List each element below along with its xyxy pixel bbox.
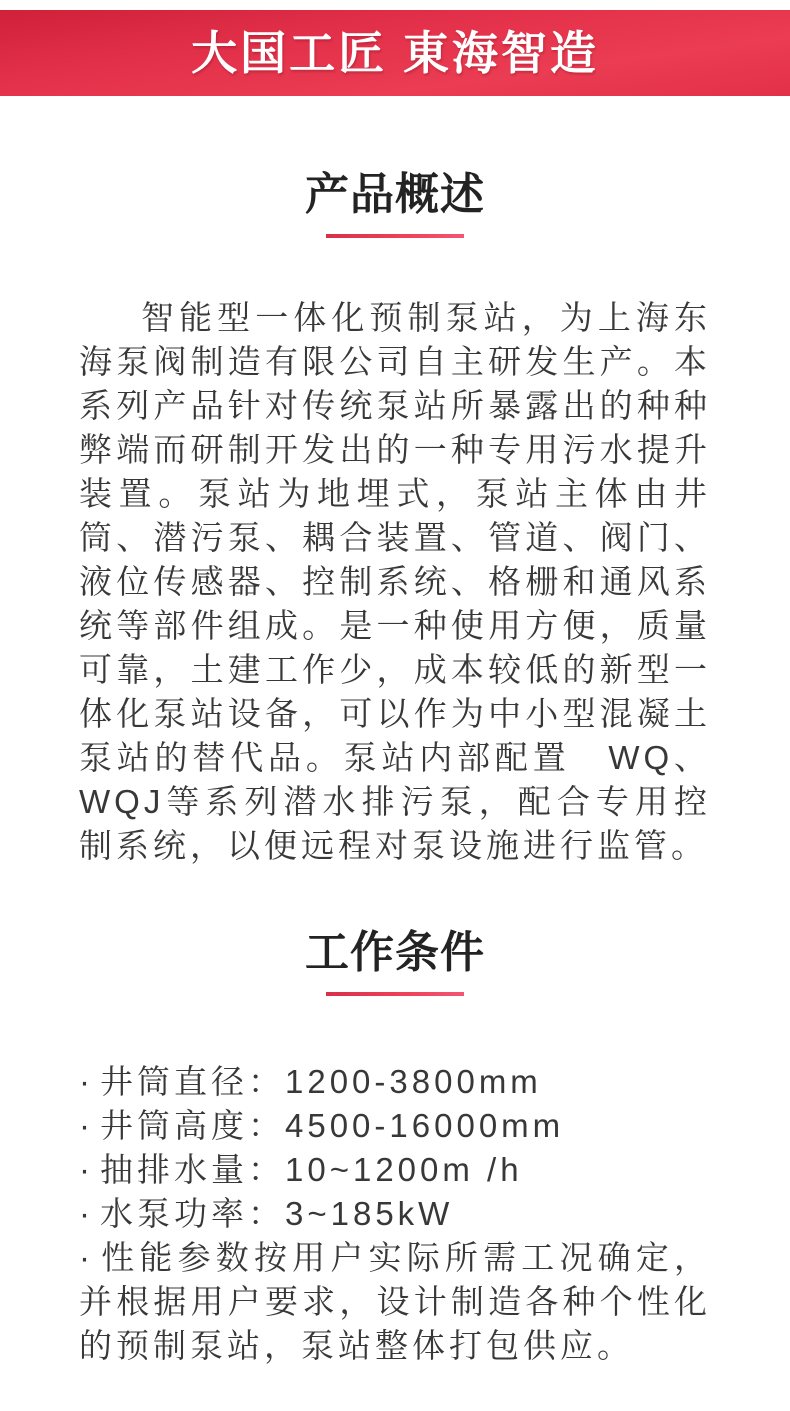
spec-item-text: 井筒直径：1200-3800mm [100,1063,542,1100]
bullet-dot-icon: · [79,1151,90,1188]
working-conditions-section-title: 工作条件 [305,928,485,977]
spec-item-text: 井筒高度：4500-16000mm [100,1107,565,1144]
spec-item-pump-power [79,1192,711,1236]
banner-title: 大国工匠 東海智造 [191,27,599,79]
bullet-dot-icon: · [79,1239,90,1276]
spec-item-shaft-diameter [79,1060,711,1104]
spec-item-text: 水泵功率：3~185kW [100,1195,454,1232]
working-conditions-section [0,930,790,1368]
working-conditions-title-underline [326,992,464,996]
spec-item-text: 抽排水量：10~1200m /h [100,1151,523,1188]
spec-item-shaft-height [79,1104,711,1148]
overview-title-underline [326,234,464,238]
spec-item-drainage-flow [79,1148,711,1192]
overview-paragraph: 智能型一体化预制泵站，为上海东海泵阀制造有限公司自主研发生产。本系列产品针对传统泵站所暴露出的种种弊端而研制开发出的一种专用污水提升装置。泵站为地埋式，泵站主体由井筒、潜污泵、耦合装置、管道、阀门、液位传感器、控制系统、格栅和通风系统等部件组成。是一种使用方便，质量可靠，土建工作少，成本较低的新型一体化泵站设备，可以作为中小型混凝土泵站的替代品。泵站内部配置 WQ、WQJ等系列潜水排污泵，配合专用控制系统，以便远程对泵设施进行监管。 [79,299,711,864]
spec-item-custom-parameters [79,1236,711,1368]
header-banner [0,10,790,96]
bullet-dot-icon: · [79,1063,90,1100]
spec-list [79,1060,711,1368]
bullet-dot-icon: · [79,1195,90,1232]
overview-section-title: 产品概述 [305,170,485,219]
spec-item-text: 性能参数按用户实际所需工况确定，并根据用户要求，设计制造各种个性化的预制泵站，泵站整体打包供应。 [79,1239,711,1364]
bullet-dot-icon: · [79,1107,90,1144]
product-overview-section [0,172,790,868]
